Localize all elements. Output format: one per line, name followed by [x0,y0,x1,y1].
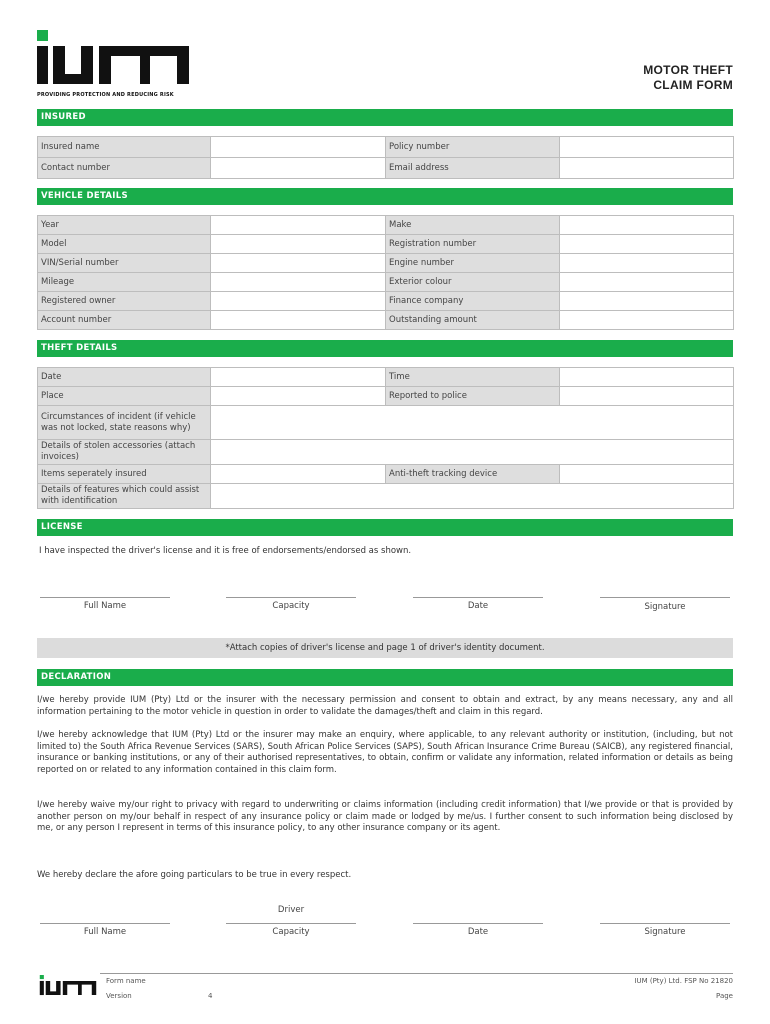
email-address-field[interactable] [560,158,734,179]
declaration-paragraph: I/we hereby waive my/our right to privacy with regard to underwriting or claims information (including credit information) that I/we provide or that is provided by another person on my/our behalf in respect of any insurance policy or claim made or lodged by me/us. I further consent to such information being disclosed by me, or any person I represent in terms of this insurance policy, to any other insurance company or its agent. [37,800,733,834]
field-label: VIN/Serial number [38,254,211,273]
declaration-paragraph: I/we hereby acknowledge that IUM (Pty) Ltd or the insurer may make an enquiry, where applicable, to any relevant authority or institution, (including, but not limited to) the South Africa Revenue Services (SARS), South African Police Services (SAPS), South African Insurance Crime Bureau (SAICB), any registered financial, insurance or banking institutions, or any of their authorised representatives, to obtain, confirm or validate any information, related information or details as being reported on or related to any information contained in this claim form. [37,730,733,775]
section-declaration: DECLARATION [37,669,733,686]
field-label: Registered owner [38,292,211,311]
year-field[interactable] [211,216,386,235]
logo-tagline: PROVIDING PROTECTION AND REDUCING RISK [37,92,174,98]
field-label: Finance company [386,292,560,311]
form-title-line2: CLAIM FORM [653,78,733,92]
registered-owner-field[interactable] [211,292,386,311]
footer-page-label: Page [716,992,733,1000]
field-label: Anti-theft tracking device [386,465,560,484]
theft-table [37,367,734,509]
finance-company-field[interactable] [560,292,734,311]
insured-table [37,136,734,179]
mileage-field[interactable] [211,273,386,292]
license-statement: I have inspected the driver's license and it is free of endorsements/endorsed as shown. [39,546,412,556]
field-label: Insured name [38,137,211,158]
sig-capacity[interactable]: Capacity [226,923,356,937]
declaration-signature-row [37,923,733,943]
reported-to-police-field[interactable] [560,387,734,406]
field-label: Make [386,216,560,235]
vin-field[interactable] [211,254,386,273]
field-label: Policy number [386,137,560,158]
table-row [38,387,734,406]
declaration-paragraph: I/we hereby provide IUM (Pty) Ltd or the insurer with the necessary permission and consent to obtain and extract, by any means necessary, any and all information pertaining to the motor vehicle in question in order to validate the damages/theft and claim in this regard. [37,695,733,717]
tracking-device-field[interactable] [560,465,734,484]
sig-capacity[interactable]: Capacity [226,597,356,611]
section-license: LICENSE [37,519,733,536]
field-label: Engine number [386,254,560,273]
sig-date[interactable]: Date [413,597,543,611]
model-field[interactable] [211,235,386,254]
table-row [38,137,734,158]
attach-note: *Attach copies of driver's license and page 1 of driver's identity document. [37,638,733,658]
table-row [38,216,734,235]
field-label: Email address [386,158,560,179]
field-label: Account number [38,311,211,330]
field-label: Mileage [38,273,211,292]
section-vehicle-details: VEHICLE DETAILS [37,188,733,205]
engine-number-field[interactable] [560,254,734,273]
field-label: Model [38,235,211,254]
time-field[interactable] [560,368,734,387]
form-title [643,63,733,93]
field-label: Place [38,387,211,406]
table-row [38,158,734,179]
place-field[interactable] [211,387,386,406]
field-label: Outstanding amount [386,311,560,330]
table-row [38,465,734,484]
section-insured: INSURED [37,109,733,126]
declaration-paragraph: We hereby declare the afore going particulars to be true in every respect. [37,870,352,880]
field-label: Date [38,368,211,387]
table-row [38,406,734,440]
date-field[interactable] [211,368,386,387]
sig-full-name[interactable]: Full Name [40,597,170,611]
license-signature-row [37,597,733,617]
circumstances-field[interactable] [211,406,734,440]
ium-logo [37,30,189,100]
field-label: Reported to police [386,387,560,406]
field-label: Details of stolen accessories (attach invoices) [38,440,211,465]
sig-signature[interactable]: Signature [600,923,730,937]
sig-full-name[interactable]: Full Name [40,923,170,937]
field-label: Details of features which could assist with identification [38,484,211,509]
table-row [38,273,734,292]
table-row [38,368,734,387]
sig-date[interactable]: Date [413,923,543,937]
form-title-line1: MOTOR THEFT [643,63,733,77]
table-row [38,235,734,254]
field-label: Year [38,216,211,235]
insured-name-field[interactable] [211,137,386,158]
section-theft-details: THEFT DETAILS [37,340,733,357]
table-row [38,254,734,273]
exterior-colour-field[interactable] [560,273,734,292]
stolen-accessories-field[interactable] [211,440,734,465]
table-row [38,484,734,509]
identification-features-field[interactable] [211,484,734,509]
footer-form-name-label: Form name [106,977,146,985]
outstanding-amount-field[interactable] [560,311,734,330]
table-row [38,292,734,311]
contact-number-field[interactable] [211,158,386,179]
field-label: Circumstances of incident (if vehicle was not locked, state reasons why) [38,406,211,440]
registration-number-field[interactable] [560,235,734,254]
footer-logo [37,975,99,1001]
sig-signature[interactable]: Signature [600,597,730,612]
account-number-field[interactable] [211,311,386,330]
vehicle-table [37,215,734,330]
field-label: Exterior colour [386,273,560,292]
footer-version-value: 4 [208,992,213,1000]
table-row [38,440,734,465]
footer-version-label: Version [106,992,132,1000]
field-label: Registration number [386,235,560,254]
field-label: Time [386,368,560,387]
items-insured-field[interactable] [211,465,386,484]
policy-number-field[interactable] [560,137,734,158]
footer-divider [100,973,733,974]
table-row [38,311,734,330]
driver-capacity-value: Driver [277,905,305,915]
footer-company: IUM (Pty) Ltd. FSP No 21820 [634,977,733,985]
make-field[interactable] [560,216,734,235]
field-label: Contact number [38,158,211,179]
field-label: Items seperately insured [38,465,211,484]
